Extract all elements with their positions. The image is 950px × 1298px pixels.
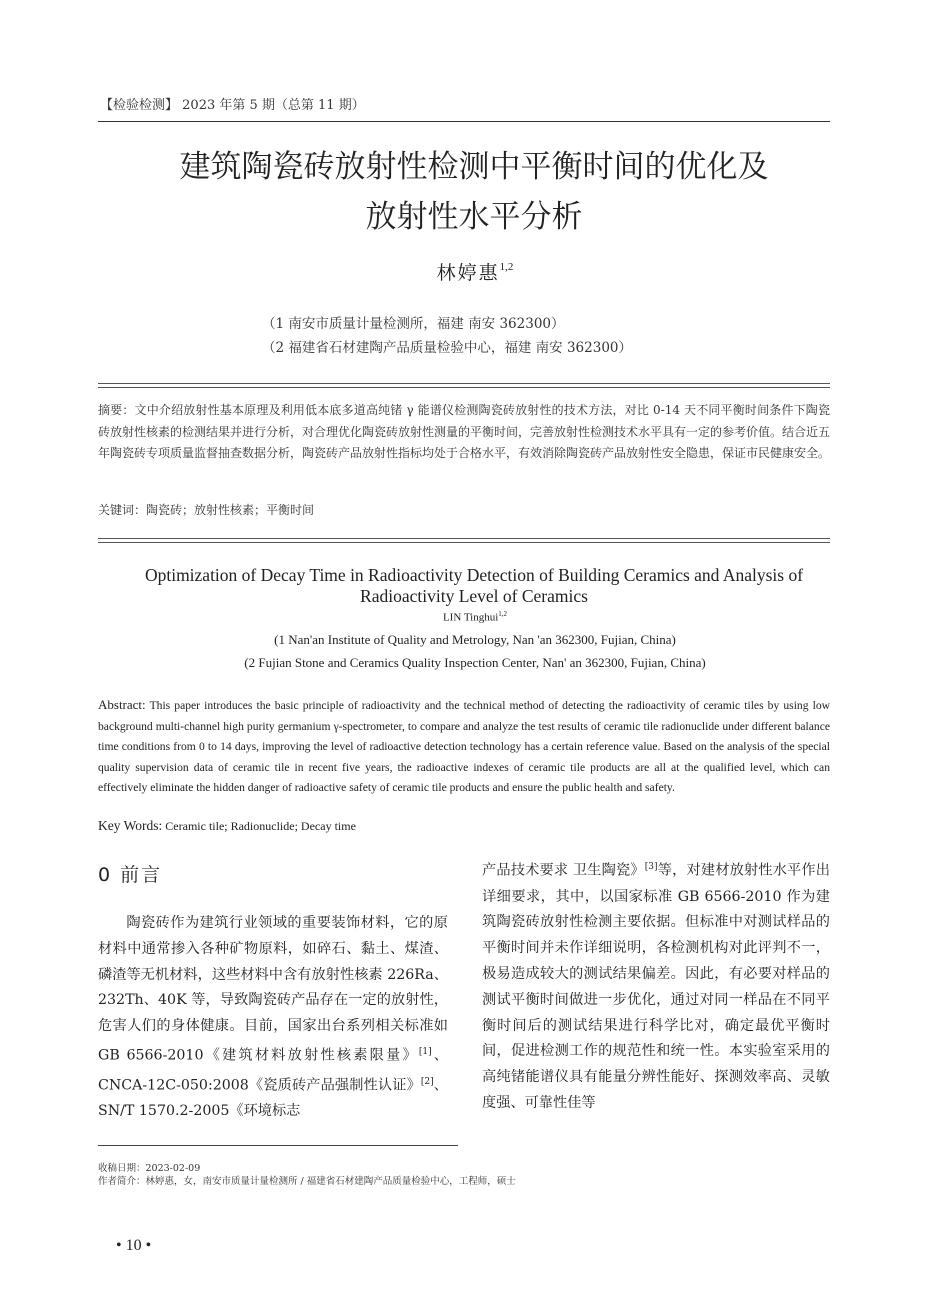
- citation-3: [3]: [644, 862, 658, 872]
- section-heading: 0 前言: [98, 864, 163, 886]
- author-cn-sup: 1,2: [499, 261, 514, 273]
- abstract-en: [98, 695, 830, 799]
- affiliation-en-1: (1 Nan'an Institute of Quality and Metrology, Nan 'an 362300, Fujian, China): [274, 632, 676, 647]
- footnote-rule: [98, 1145, 458, 1146]
- citation-2: [2]: [420, 1076, 434, 1087]
- journal-section: 【检验检测】: [100, 98, 179, 113]
- affiliation-cn-1: （1 南安市质量计量检测所，福建 南安 362300）: [262, 316, 565, 332]
- page-number: • 10 •: [116, 1237, 152, 1254]
- body-left-column: [98, 911, 448, 1125]
- double-rule-top: [98, 383, 830, 388]
- author-en-sup: 1,2: [498, 610, 508, 618]
- keywords-en: [98, 818, 356, 834]
- footnote-author-bio: 作者简介：林婷惠，女，南安市质量计量检测所 / 福建省石材建陶产品质量检验中心，工程师，硕士: [98, 1176, 516, 1187]
- body-right-p2: 等，对建材放射性水平作出详细要求，其中，以国家标准 GB 6566-2010 作为建筑陶瓷砖放射性检测主要依据。但标准中对测试样品的平衡时间并未作详细说明，各检测机构对此评判不一，极易造成较大的测试结果偏差。因此，有必要对样品的测试平衡时间做进一步优化，通过对同一样品在不同平衡时间后的测试结果进行科学比对，确定最优平衡时间，促进检测工作的规范性和统一性。本实验室采用的高纯锗能谱仪具有能量分辨性能好、探测效率高、灵敏度强、可靠性佳等: [482, 862, 830, 1111]
- citation-1: [1]: [418, 1046, 432, 1057]
- affiliation-en-2: (2 Fujian Stone and Ceramics Quality Inspection Center, Nan' an 362300, Fujian, China): [244, 655, 706, 670]
- author-cn: [0, 258, 950, 285]
- abstract-en-text: This paper introduces the basic principle of radioactivity and the technical method of detecting the radioactivity of ceramic tiles by using low background multi-channel high purity germanium γ-spectrometer, to compare and analyze the test results of ceramic tile radionuclide under different balance time conditions from 0 to 14 days, improving the level of radioactive detection technology has a certain reference value. Based on the analysis of the special quality supervision data of ceramic tile in recent five years, the radioactive indexes of ceramic tile products are all at the qualified level, which can effectively eliminate the hidden danger of radioactive safety of ceramic tile products and ensure the public health and safety.: [98, 699, 830, 794]
- author-en-name: LIN Tinghui: [442, 611, 499, 624]
- author-cn-name: 林婷惠: [436, 262, 500, 284]
- title-cn-line1: 建筑陶瓷砖放射性检测中平衡时间的优化及: [179, 149, 769, 185]
- abstract-en-label: Abstract:: [98, 697, 146, 712]
- title-cn-line2: 放射性水平分析: [365, 199, 583, 235]
- title-en: Optimization of Decay Time in Radioactivity Detection of Building Ceramics and Analysis of Radioactivity Level of Ceramics: [144, 565, 804, 606]
- keywords-cn: 关键词：陶瓷砖；放射性核素；平衡时间: [98, 503, 315, 517]
- body-left-p1: 陶瓷砖作为建筑行业领域的重要装饰材料，它的原材料中通常掺入各种矿物原料，如碎石、黏土、煤渣、磷渣等无机材料，这些材料中含有放射性核素 226Ra、232Th、40K 等，导致陶瓷砖产品存在一定的放射性，危害人们的身体健康。目前，国家出台系列相关标准如 GB 6566-2010《建筑材料放射性核素限量》: [98, 915, 448, 1064]
- keywords-en-label: Key Words:: [98, 818, 163, 833]
- double-rule-bottom: [98, 538, 830, 543]
- journal-header: [100, 94, 365, 113]
- footnote-received: 收稿日期：2023-02-09: [98, 1163, 201, 1174]
- author-en: [0, 610, 950, 624]
- body-right-p1: 产品技术要求 卫生陶瓷》: [482, 862, 645, 879]
- abstract-cn: 摘要：文中介绍放射性基本原理及利用低本底多道高纯锗 γ 能谱仪检测陶瓷砖放射性的技术方法，对比 0-14 天不同平衡时间条件下陶瓷砖放射性核素的检测结果并进行分析，对合理优化陶瓷砖放射性测量的平衡时间，完善放射性检测技术水平具有一定的参考价值。结合近五年陶瓷砖专项质量监督抽查数据分析，陶瓷砖产品放射性指标均处于合格水平，有效消除陶瓷砖产品放射性安全隐患，保证市民健康安全。: [98, 403, 831, 460]
- journal-issue: 2023 年第 5 期（总第 11 期）: [182, 98, 365, 113]
- keywords-en-text: Ceramic tile; Radionuclide; Decay time: [165, 819, 356, 833]
- body-right-column: [482, 855, 830, 1117]
- affiliation-cn-2: （2 福建省石材建陶产品质量检验中心，福建 南安 362300）: [262, 340, 632, 356]
- body-left-p2: 、CNCA-12C-050:2008《瓷质砖产品强制性认证》: [98, 1047, 448, 1094]
- header-rule: [98, 121, 830, 122]
- body-left-p3: 、SN/T 1570.2-2005《环境标志: [98, 1077, 448, 1120]
